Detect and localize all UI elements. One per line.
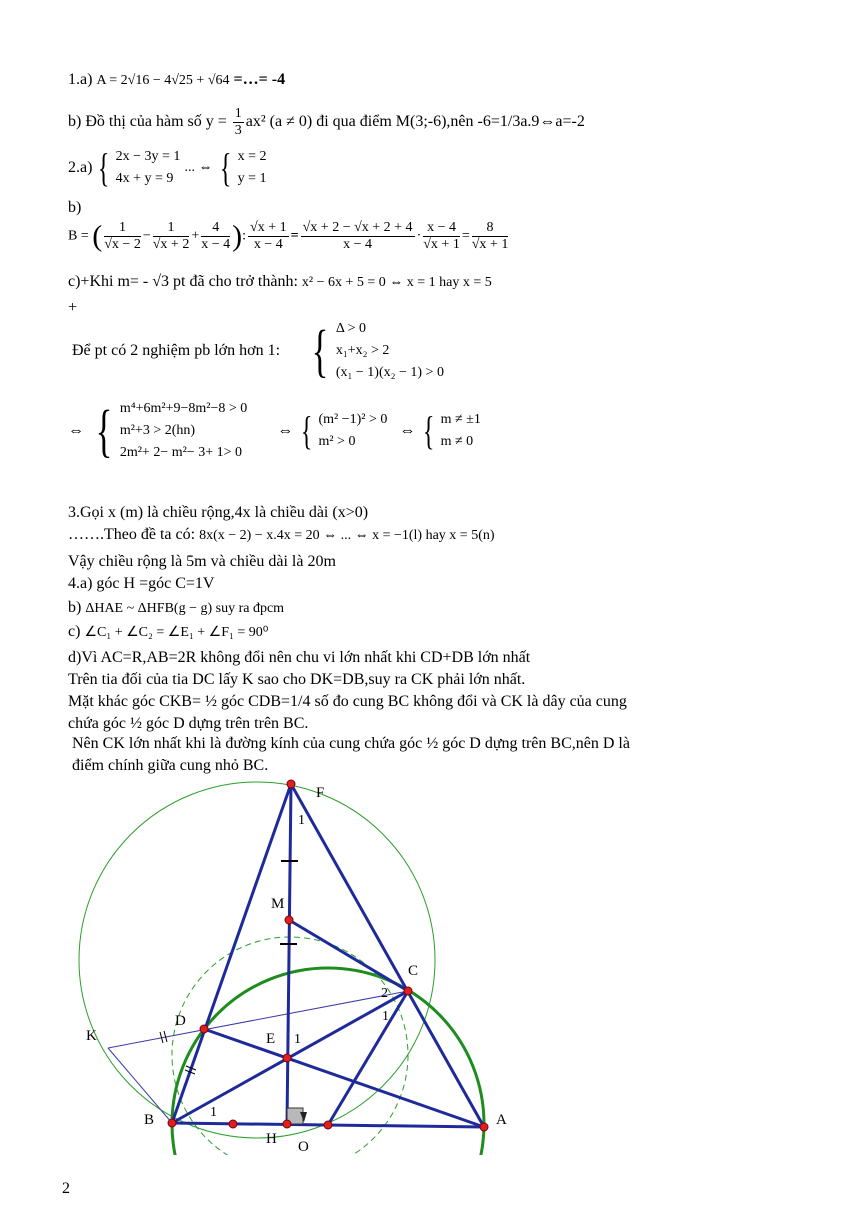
segment-DA (204, 1029, 484, 1127)
angle-label-F1: 1 (298, 813, 305, 828)
segment-FH (287, 784, 291, 1124)
equiv-1-2: m²+3 > 2(hn) (119, 423, 196, 438)
q2b-t1n: 1 (104, 220, 141, 237)
q2a-eq-2: 4x + y = 9 (115, 171, 174, 186)
point-B (168, 1119, 176, 1127)
equiv-system-1 (120, 398, 247, 464)
equiv-system-2 (318, 409, 387, 453)
equiv-brace-2: { (301, 408, 313, 453)
q2b-frac-5 (301, 220, 415, 253)
q2b-frac-6 (423, 220, 460, 253)
equiv-3-2: m ≠ 0 (440, 434, 474, 449)
q4d-line-3: Mặt khác góc CKB= ½ góc CDB=1/4 số đo cung BC không đổi và CK là dây của cung (68, 693, 627, 710)
q2b-minus: − (142, 228, 151, 244)
condition-line (72, 318, 444, 384)
condition-2: x₁+x₂ > 2 (335, 343, 390, 358)
equiv-2-1: (m² −1)² > 0 (318, 412, 388, 427)
q1b-fraction (233, 106, 244, 139)
q2b-frac-3 (201, 220, 230, 253)
label-F: F (316, 785, 325, 801)
q4a-line: 4.a) góc H =góc C=1V (68, 575, 215, 592)
q2b-t5d: x − 4 (343, 237, 373, 252)
q4b-line (68, 598, 284, 619)
q2b-dot: · (416, 228, 422, 244)
equiv-3-1: m ≠ ±1 (440, 412, 481, 427)
q2b-t3d: x − 4 (201, 237, 231, 252)
point-C (404, 987, 412, 995)
q2a-eq-1: 2x − 3y = 1 (115, 149, 181, 164)
equiv-arrow-3: ⇔ (399, 422, 416, 439)
q3-line-3: Vậy chiều rộng là 5m và chiều dài là 20m (68, 553, 336, 570)
label-K: K (86, 1028, 97, 1044)
q1a-expr: A = 2√16 − 4√25 + √64 (96, 73, 230, 88)
q2b-plus: + (191, 228, 200, 244)
q2b-t2n: 1 (153, 220, 190, 237)
point-A (480, 1123, 488, 1131)
q2b-t3n: 4 (201, 220, 230, 237)
q4d-line-6: điểm chính giữa cung nhỏ BC. (72, 757, 269, 774)
condition-wrap (72, 318, 444, 384)
q2a-mid: ... ⇔ (184, 160, 213, 175)
q1b-pre: b) Đồ thị của hàm số y = (68, 113, 231, 131)
circumcircle-thin (79, 782, 435, 1138)
label-H: H (266, 1131, 277, 1147)
segment-FA (291, 784, 484, 1127)
q2a-brace-2: { (220, 145, 232, 190)
q2b-frac-1 (104, 220, 141, 253)
q2c-eq: x² − 6x + 5 = 0 ⇔ x = 1 hay x = 5 (301, 275, 492, 290)
equiv-brace-1: { (95, 398, 113, 463)
q2a-label: 2.a) (68, 159, 93, 176)
point-O (324, 1121, 332, 1129)
equiv-line (68, 398, 481, 464)
equiv-arrow-2: ⇔ (277, 422, 294, 439)
q2a-sol-2: y = 1 (237, 171, 267, 186)
q4d-line-1: d)Vì AC=R,AB=2R không đổi nên chu vi lớn nhất khi CD+DB lớn nhất (68, 649, 531, 666)
q4b-eq: ΔHAE ~ ΔHFB(g − g) suy ra đpcm (85, 601, 285, 616)
q2b-paren-open: ( (92, 219, 103, 253)
label-D: D (175, 1013, 186, 1029)
q2a-system-2 (238, 146, 267, 190)
equiv-1-1: m⁴+6m²+9−8m²−8 > 0 (119, 401, 248, 416)
q2b-t7d: √x + 1 (471, 237, 509, 252)
q1a-result: =…= -4 (233, 71, 286, 88)
q3-line-2 (68, 525, 495, 546)
point-M (285, 916, 293, 924)
equiv-2-2: m² > 0 (318, 434, 356, 449)
point-H (283, 1120, 291, 1128)
q2a-wrap (68, 146, 267, 190)
angle-label-C1: 1 (382, 1009, 389, 1024)
q2a-brace-1: { (98, 145, 110, 190)
condition-text: Để pt có 2 nghiệm pb lớn hơn 1: (72, 342, 281, 359)
q1a-label: 1.a) (68, 71, 93, 88)
equiv-arrow-1: ⇔ (68, 422, 84, 439)
condition-1: Δ > 0 (335, 321, 366, 336)
q2b-t1d: √x − 2 (104, 237, 141, 252)
q2b-frac-7 (472, 220, 509, 253)
q2b-t2d: √x + 2 (152, 237, 190, 252)
angle-label-C2: 2 (381, 986, 388, 1001)
q3-line-1: 3.Gọi x (m) là chiều rộng,4x là chiều dài (x>0) (68, 504, 369, 521)
label-A: A (496, 1112, 507, 1128)
equiv-1-3: 2m²+ 2− m²− 3+ 1> 0 (119, 445, 242, 460)
semicircle-thick (172, 968, 484, 1160)
condition-system (336, 318, 444, 384)
label-O: O (298, 1139, 309, 1155)
q4d-line-2: Trên tia đối của tia DC lấy K sao cho DK=DB,suy ra CK phải lớn nhất. (68, 671, 526, 688)
points (168, 780, 488, 1131)
page-number: 2 (62, 1180, 70, 1197)
label-E: E (266, 1031, 276, 1047)
q2b-B: B = (68, 228, 89, 244)
angle-labels (210, 813, 389, 1120)
angle-label-B1: 1 (210, 1105, 217, 1120)
q3-line-2-pre: …….Theo đề ta có: (68, 526, 200, 543)
equiv-wrap (68, 398, 481, 464)
q3-line-2-eq: 8x(x − 2) − x.4x = 20 ⇔ ... ⇔ x = −1(l) hay x = 5(n) (199, 528, 495, 543)
equiv-brace-3: { (423, 408, 435, 453)
q2b-frac-2 (153, 220, 190, 253)
geometry-figure (0, 770, 868, 1160)
q2b-expr (68, 220, 510, 253)
q1b-line (68, 106, 585, 139)
condition-brace: { (311, 318, 329, 383)
point-mid-BH (229, 1120, 237, 1128)
q2b-eq2: = (461, 228, 470, 244)
q2c-line (68, 272, 492, 293)
q1a-line (68, 70, 285, 91)
q2a-sol-1: x = 2 (237, 149, 267, 164)
segment-KC (108, 991, 408, 1048)
point-D (200, 1025, 208, 1033)
q2b-eq1: = (290, 228, 299, 244)
point-E (283, 1054, 291, 1062)
q2c-text: c)+Khi m= - √3 pt đã cho trở thành: (68, 273, 298, 290)
label-C: C (408, 963, 419, 979)
q4b-pre: b) (68, 599, 86, 616)
angle-label-E1: 1 (294, 1032, 301, 1047)
q2b-t7n: 8 (472, 220, 509, 237)
q4d-line-4: chứa góc ½ góc D dựng trên trên BC. (68, 715, 309, 732)
q1b-mid: ax² (a ≠ 0) đi qua điểm M(3;-6),nên -6=1/3a.9⇔a=-2 (245, 113, 585, 131)
q2b-t6d: √x + 1 (423, 237, 460, 252)
q1b-frac-num: 1 (234, 106, 242, 121)
main-lines (172, 784, 484, 1127)
q2b-t4n: √x + 1 (250, 220, 287, 235)
q4c-eq: ∠C₁ + ∠C₂ = ∠E₁ + ∠F₁ = 90⁰ (84, 625, 269, 640)
q2b-t6n: x − 4 (423, 220, 460, 237)
q2b-t4d: x − 4 (253, 237, 283, 252)
q2b-t5n: √x + 2 − √x + 2 + 4 (302, 220, 413, 235)
q4c-line (68, 622, 268, 643)
q2b-label: b) (68, 199, 82, 216)
segment-MC (289, 920, 408, 991)
condition-3: (x₁ − 1)(x₂ − 1) > 0 (335, 365, 444, 380)
q2b-frac-4 (248, 220, 289, 253)
equiv-system-3 (441, 409, 481, 453)
segment-CO (328, 991, 408, 1125)
q2a-system-1 (116, 146, 181, 190)
q1b-frac-den: 3 (234, 123, 242, 138)
q4c-pre: c) (68, 623, 85, 640)
label-B: B (144, 1112, 155, 1128)
label-M: M (271, 896, 285, 912)
q2b-paren-close: ) (232, 219, 243, 253)
q4d-line-5: Nên CK lớn nhất khi là đường kính của cung chứa góc ½ góc D dựng trên BC,nên D là (72, 735, 630, 752)
plus-line: + (68, 299, 78, 316)
point-F (287, 780, 295, 788)
segment-KB (108, 1048, 172, 1123)
q2b-colon: : (242, 228, 247, 244)
q2a-line (68, 146, 267, 190)
